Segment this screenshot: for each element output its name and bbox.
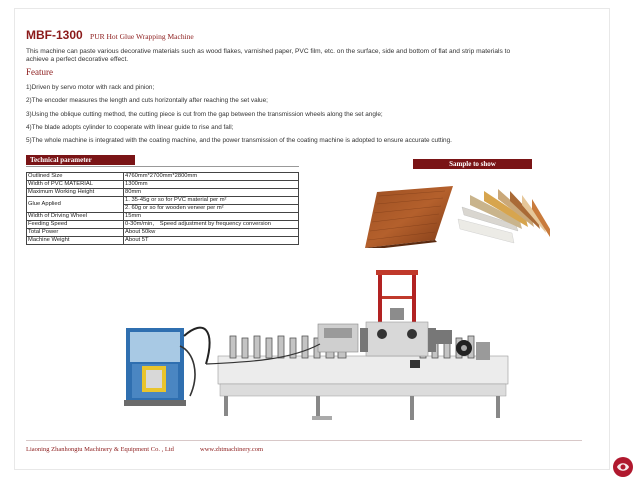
sample-heading: Sample to show — [413, 159, 532, 169]
spec-value: 1. 35-45g or so for PVC material per m² — [124, 197, 299, 205]
footer-website: www.zhtmachinery.com — [200, 446, 264, 453]
feature-item: 1)Driven by servo motor with rack and pinion; — [26, 84, 155, 91]
spec-value: 2. 60g or so for wooden veneer per m² — [124, 205, 299, 213]
spec-value: About 50kw — [124, 229, 299, 237]
central-lift-tower — [360, 270, 436, 356]
table-row — [27, 213, 299, 221]
spec-value: 4760mm*2700mm*2800mm — [124, 173, 299, 181]
feature-item: 5)The whole machine is integrated with the coating machine, and the power transmission of the coating machine is adopted to ensure accurate cutting. — [26, 137, 452, 145]
spec-key: Feeding Speed — [27, 221, 124, 229]
table-row — [27, 237, 299, 245]
feature-item: 4)The blade adopts cylinder to cooperate with linear guide to rise and fall; — [26, 123, 234, 131]
feature-heading: Feature — [26, 67, 53, 77]
wood-profile-sample-image — [365, 186, 454, 248]
spec-table — [26, 172, 299, 245]
feature-item: 3)Using the oblique cutting method, the cutting piece is cut from the gap between the transmission wheels along the set angle; — [26, 110, 383, 118]
technical-parameter-heading: Technical parameter — [26, 155, 135, 165]
feature-item: 2)The encoder measures the length and cuts horizontally after reaching the set value; — [26, 97, 268, 105]
table-row — [27, 221, 299, 229]
table-row — [27, 189, 299, 197]
table-row — [27, 229, 299, 237]
footer-divider — [26, 440, 582, 441]
fanned-material-samples-image — [456, 185, 551, 245]
spec-key: Width of PVC MATERIAL — [27, 181, 124, 189]
intro-paragraph: This machine can paste various decorative materials such as wood flakes, varnished paper, PVC film, etc. on the surface, side and bottom of flat and strip materials to achieve a perfect decorative effect. — [26, 48, 511, 63]
spec-value: 80mm — [124, 189, 299, 197]
wrapping-machine-image — [120, 266, 510, 428]
spec-key: Glue Applied — [27, 197, 124, 213]
feature-list — [26, 84, 536, 150]
ec21-logo-icon — [612, 456, 634, 478]
spec-key: Outlined Size — [27, 173, 124, 181]
model-number: MBF-1300 — [26, 28, 83, 42]
spec-value: 1300mm — [124, 181, 299, 189]
divider — [26, 166, 299, 167]
glue-melter-unit — [124, 328, 210, 406]
table-row — [27, 181, 299, 189]
spec-key: Maximum Working Height — [27, 189, 124, 197]
spec-key: Width of Driving Wheel — [27, 213, 124, 221]
table-row — [27, 197, 299, 205]
spec-value: About 5T — [124, 237, 299, 245]
product-title: PUR Hot Glue Wrapping Machine — [90, 32, 194, 41]
spec-key: Total Power — [27, 229, 124, 237]
footer-company: Liaoning Zhanhongtu Machinery & Equipment Co. , Ltd — [26, 446, 174, 453]
spec-key: Machine Weight — [27, 237, 124, 245]
page-title — [26, 28, 194, 42]
spec-value: 15mm — [124, 213, 299, 221]
table-row — [27, 173, 299, 181]
main-frame — [218, 356, 508, 420]
spec-value: 0-30m/min， Speed adjustment by frequency conversion — [124, 221, 299, 229]
